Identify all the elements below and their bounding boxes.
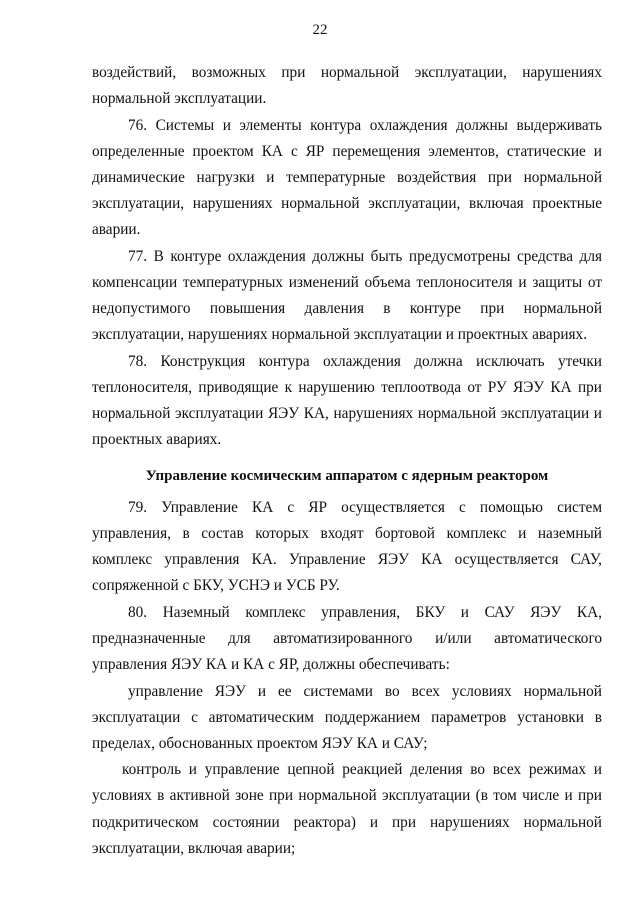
paragraph-78: 78. Конструкция контура охлаждения должна исключать утечки теплоносителя, приводящие к нарушению теплоотвода от РУ ЯЭУ КА при нормальной эксплуатации ЯЭУ КА, нарушениях нормальной эксплуатации и проектных авариях.	[92, 352, 602, 448]
paragraph-79: 79. Управление КА с ЯР осуществляется с помощью систем управления, в состав которых входят бортовой комплекс и наземный комплекс управления КА. Управление ЯЭУ КА осуществляется САУ, сопряженной с БКУ, УСНЭ и УСБ РУ.	[92, 498, 602, 595]
section-heading: Управление космическим аппаратом с ядерным реактором	[145, 467, 549, 484]
paragraph-80: 80. Наземный комплекс управления, БКУ и САУ ЯЭУ КА, предназначенные для автоматизированного и/или автоматического управления ЯЭУ КА и КА с ЯР, должны обеспечивать:	[92, 603, 602, 673]
paragraph-76: 76. Системы и элементы контура охлаждения должны выдерживать определенные проектом КА с ЯР перемещения элементов, статические и динамические нагрузки и температурные воздействия при нормальной эксплуатации, нарушениях нормальной эксплуатации, включая проектные аварии.	[92, 116, 602, 239]
list-item-chain-reaction-control: контроль и управление цепной реакцией деления во всех режимах и условиях в активной зоне при нормальной эксплуатации (в том числе и при подкритическом состоянии реактора) и при нарушениях нормальной эксплуатации, включая аварии;	[92, 761, 602, 857]
page-number: 22	[312, 22, 328, 38]
paragraph-77: 77. В контуре охлаждения должны быть предусмотрены средства для компенсации температурных изменений объема теплоносителя и защиты от недопустимого повышения давления в контуре при нормальной эксплуатации, нарушениях нормальной эксплуатации и проектных авариях.	[92, 247, 602, 343]
paragraph-continuation: воздействий, возможных при нормальной эксплуатации, нарушениях нормальной эксплуатации.	[92, 64, 602, 108]
document-body	[92, 60, 602, 862]
list-item-control-yaeu: управление ЯЭУ и ее системами во всех условиях нормальной эксплуатации с автоматическим поддержанием параметров установки в пределах, обоснованных проектом ЯЭУ КА и САУ;	[92, 682, 602, 752]
